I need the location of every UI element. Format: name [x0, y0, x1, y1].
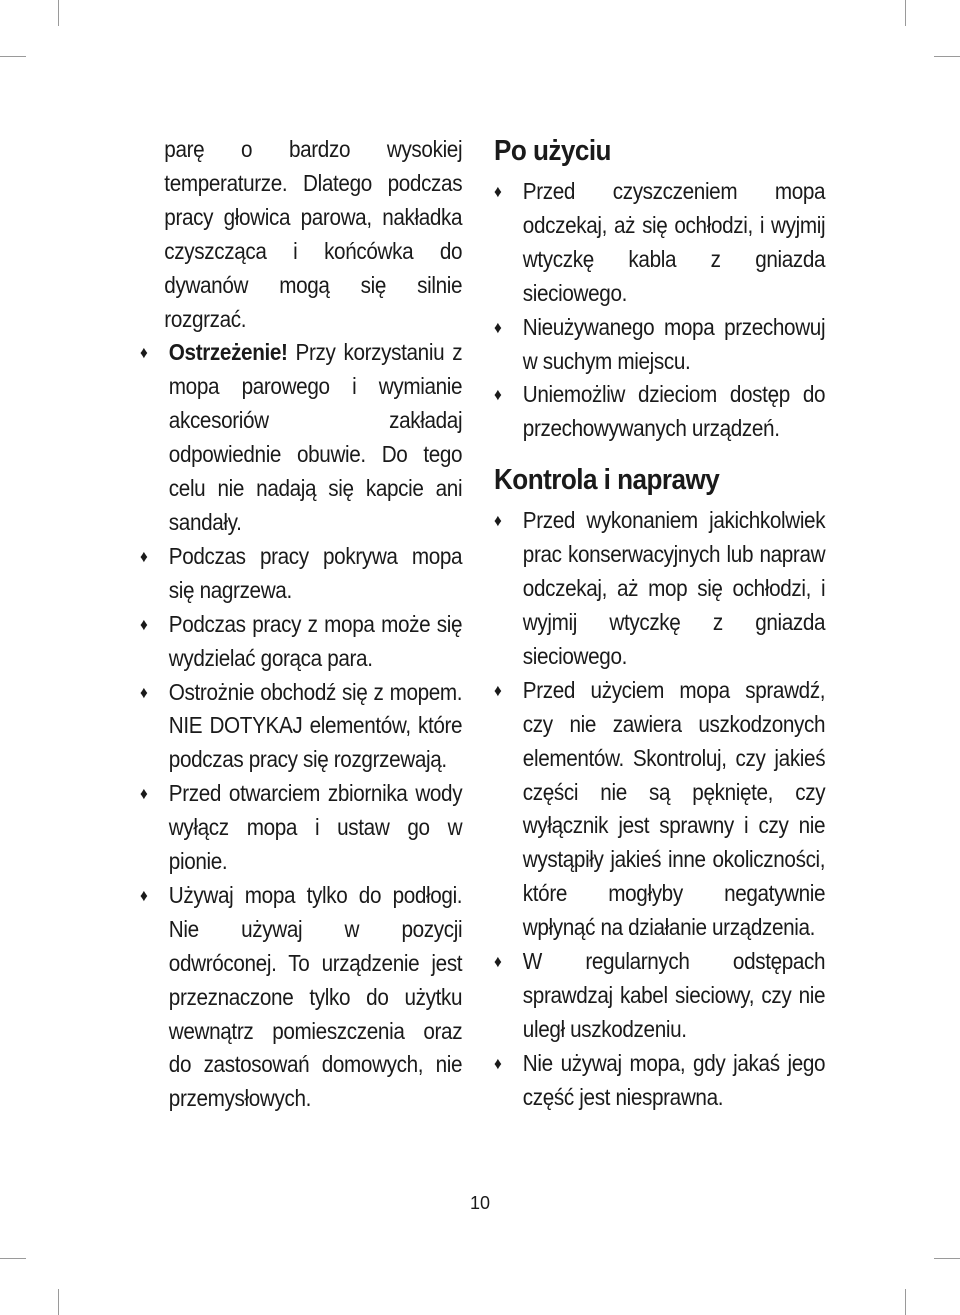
section-heading-after-use: Po użyciu — [494, 135, 611, 167]
diamond-bullet-icon: ♦ — [140, 343, 148, 363]
list-item-text: Przed wykonaniem jakichkolwiek prac konserwacyjnych lub napraw odczekaj, aż mop się ochłodzi, i wyjmij wtyczkę z gniazda sieciowego. — [522, 507, 826, 669]
list-item-text: Podczas pracy z mopa może się wydzielać gorąca para. — [168, 610, 463, 671]
list-item-text: Przed otwarciem zbiornika wody wyłącz mopa i ustaw go w pionie. — [168, 780, 463, 875]
diamond-bullet-icon: ♦ — [494, 182, 502, 201]
diamond-bullet-icon: ♦ — [140, 682, 148, 702]
crop-mark-left-bottom — [0, 1258, 26, 1259]
list-item — [494, 504, 825, 674]
right-column — [494, 133, 825, 1115]
diamond-bullet-icon: ♦ — [494, 952, 502, 972]
list-item — [140, 540, 462, 608]
list-item — [494, 311, 825, 379]
list-item — [140, 336, 462, 539]
crop-mark-right-bottom — [934, 1258, 960, 1259]
list-item — [140, 777, 462, 879]
diamond-bullet-icon: ♦ — [494, 511, 502, 531]
crop-mark-right-top — [934, 56, 960, 57]
diamond-bullet-icon: ♦ — [140, 614, 148, 634]
diamond-bullet-icon: ♦ — [140, 784, 148, 804]
list-item — [140, 879, 462, 1116]
list-item — [140, 608, 462, 676]
diamond-bullet-icon: ♦ — [494, 1053, 502, 1073]
list-item — [494, 175, 825, 311]
crop-mark-bottom-left — [58, 1289, 59, 1315]
crop-mark-bottom-right — [905, 1289, 906, 1315]
intro-paragraph: parę o bardzo wysokiej temperaturze. Dlatego podczas pracy głowica parowa, nakładka czyszcząca i końcówka do dywanów mogą się silnie rozgrzać. — [164, 136, 463, 332]
diamond-bullet-icon: ♦ — [140, 546, 148, 566]
list-item-text: Ostrożnie obchodź się z mopem. NIE DOTYKAJ elementów, które podczas pracy się rozgrzewają. — [168, 678, 463, 773]
list-item-text: Przed użyciem mopa sprawdź, czy nie zawiera uszkodzonych elementów. Skontroluj, czy jakieś części nie są pęknięte, czy wyłącznik jest sprawny i czy nie wystąpiły jakieś inne okoliczności, które mogłyby negatywnie wpłynąć na działanie urządzenia. — [522, 676, 826, 941]
diamond-bullet-icon: ♦ — [494, 317, 502, 337]
crop-mark-top-right — [905, 0, 906, 26]
warning-label: Ostrzeżenie! — [168, 339, 288, 366]
list-item — [494, 1047, 825, 1115]
left-column — [140, 133, 462, 1116]
crop-mark-top-left — [58, 0, 59, 26]
list-item — [494, 378, 825, 446]
diamond-bullet-icon: ♦ — [140, 885, 148, 905]
list-item-text: Nieużywanego mopa przechowuj w suchym miejscu. — [522, 313, 826, 374]
diamond-bullet-icon: ♦ — [494, 385, 502, 405]
list-item — [140, 676, 462, 778]
page-number: 10 — [469, 1193, 491, 1213]
list-item — [494, 674, 825, 945]
list-item-text: W regularnych odstępach sprawdzaj kabel sieciowy, czy nie uległ uszkodzeniu. — [522, 948, 826, 1042]
list-item-text: Nie używaj mopa, gdy jakaś jego część jest niesprawna. — [522, 1049, 826, 1110]
list-item-text: Używaj mopa tylko do podłogi. Nie używaj w pozycji odwróconej. To urządzenie jest przeznaczone tylko do użytku wewnątrz pomieszczenia oraz do zastosowań domowych, nie przemysłowych. — [168, 881, 463, 1112]
diamond-bullet-icon: ♦ — [494, 680, 502, 700]
crop-mark-left-top — [0, 56, 26, 57]
list-item — [494, 945, 825, 1047]
list-item-text: Przy korzystaniu z mopa parowego i wymianie akcesoriów zakładaj odpowiednie obuwie. Do tego celu nie nadają się kapcie ani sandały. — [168, 339, 463, 535]
section-heading-maintenance: Kontrola i naprawy — [494, 464, 720, 497]
list-item-text: Uniemożliw dzieciom dostęp do przechowywanych urządzeń. — [522, 381, 826, 442]
list-item-text: Przed czyszczeniem mopa odczekaj, aż się ochłodzi, i wyjmij wtyczkę kabla z gniazda sieciowego. — [522, 178, 826, 306]
list-item-text: Podczas pracy pokrywa mopa się nagrzewa. — [168, 542, 463, 603]
